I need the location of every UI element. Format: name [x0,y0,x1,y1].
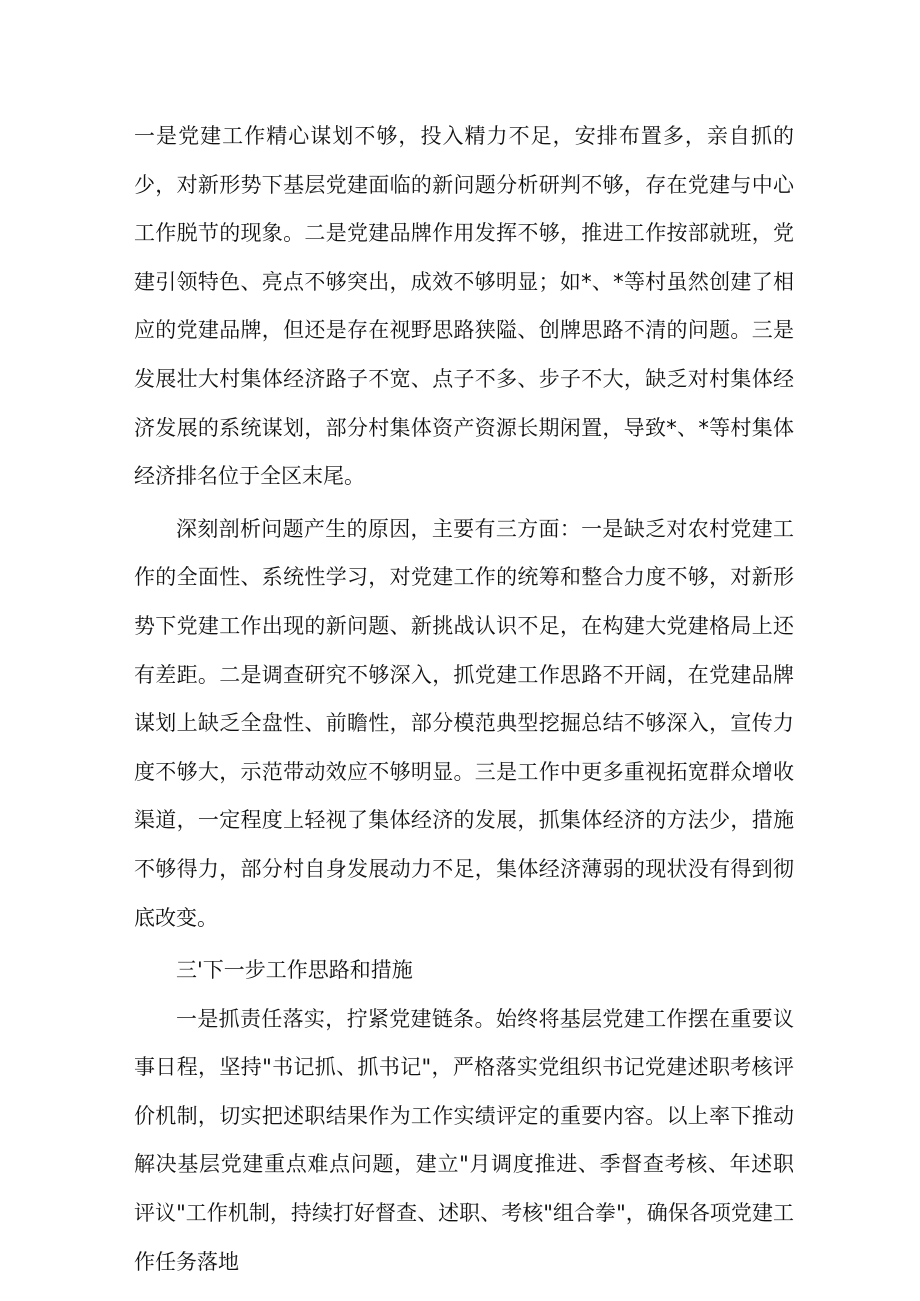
paragraph-measures: 一是抓责任落实，拧紧党建链条。始终将基层党建工作摆在重要议事日程，坚持"书记抓、抓书记"，严格落实党组织书记党建述职考核评价机制，切实把述职结果作为工作实绩评定的重要内容。以上率下推动解决基层党建重点难点问题，建立"月调度推进、季督查考核、年述职评议"工作机制，持续打好督查、述职、考核"组合拳"，确保各项党建工作任务落地 [134,1006,794,1274]
section-heading-next-steps: 三'下一步工作思路和措施 [176,958,413,983]
document-body [134,112,794,1286]
paragraph-problems: 一是党建工作精心谋划不够，投入精力不足，安排布置多，亲自抓的少，对新形势下基层党建面临的新问题分析研判不够，存在党建与中心工作脱节的现象。二是党建品牌作用发挥不够，推进工作按部就班，党建引领特色、亮点不够突出，成效不够明显；如*、*等村虽然创建了相应的党建品牌，但还是存在视野思路狭隘、创牌思路不清的问题。三是发展壮大村集体经济路子不宽、点子不多、步子不大，缺乏对村集体经济发展的系统谋划，部分村集体资产资源长期闲置，导致*、*等村集体经济排名位于全区末尾。 [134,124,794,489]
paragraph-causes: 深刻剖析问题产生的原因，主要有三方面：一是缺乏对农村党建工作的全面性、系统性学习，对党建工作的统筹和整合力度不够，对新形势下党建工作出现的新问题、新挑战认识不足，在构建大党建格局上还有差距。二是调查研究不够深入，抓党建工作思路不开阔，在党建品牌谋划上缺乏全盘性、前瞻性，部分模范典型挖掘总结不够深入，宣传力度不够大，示范带动效应不够明显。三是工作中更多重视拓宽群众增收渠道，一定程度上轻视了集体经济的发展，抓集体经济的方法少，措施不够得力，部分村自身发展动力不足，集体经济薄弱的现状没有得到彻底改变。 [134,516,794,930]
